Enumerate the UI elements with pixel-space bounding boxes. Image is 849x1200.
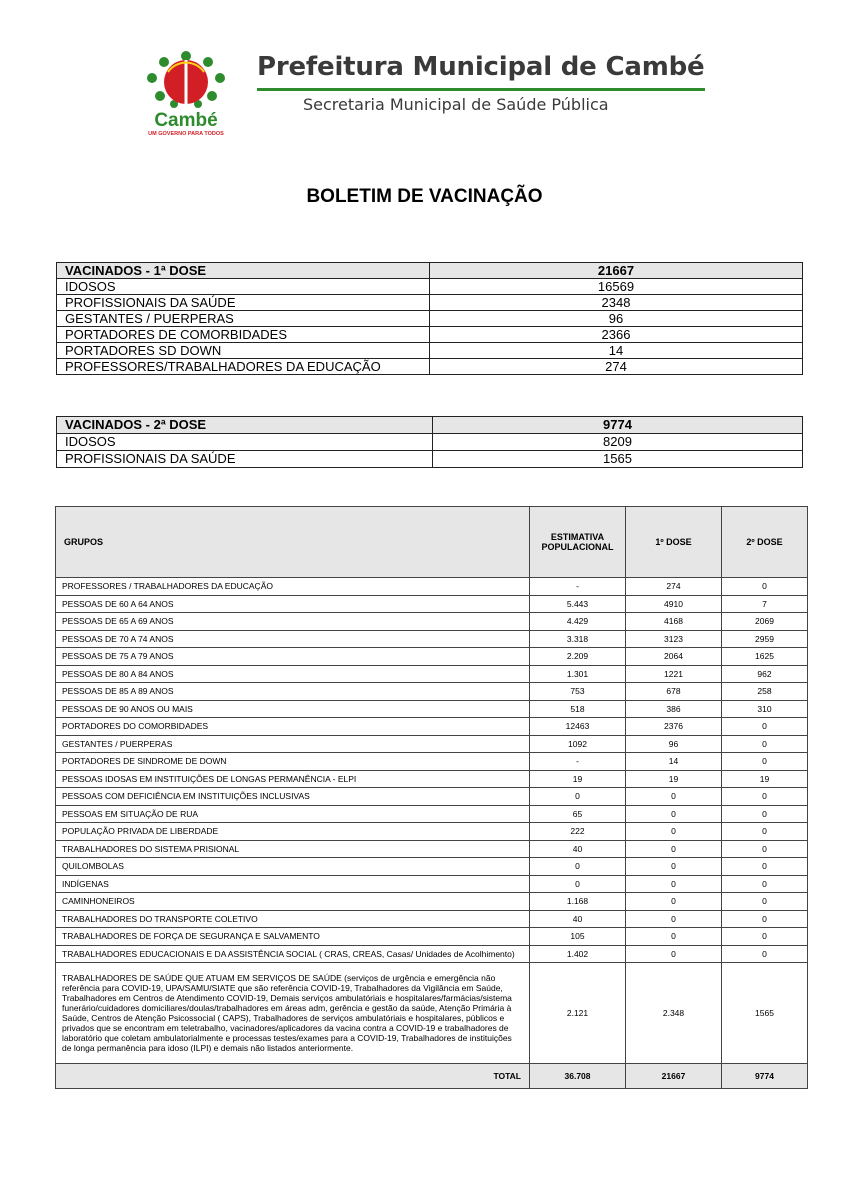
dose1-value: 19 xyxy=(626,770,722,788)
col-header-dose1: 1º DOSE xyxy=(626,507,722,578)
estimativa-value: 5.443 xyxy=(530,595,626,613)
table-row xyxy=(56,945,808,963)
table-row xyxy=(57,311,803,327)
dose1-value: 14 xyxy=(626,753,722,771)
group-name: PESSOAS DE 60 A 64 ANOS xyxy=(56,595,530,613)
logo-text: Cambé xyxy=(154,110,218,131)
group-name: POPULAÇÃO PRIVADA DE LIBERDADE xyxy=(56,823,530,841)
table-row xyxy=(57,434,803,451)
logo-tagline: UM GOVERNO PARA TODOS xyxy=(148,131,224,137)
groups-table xyxy=(55,506,808,1089)
dose2-value: 0 xyxy=(722,945,808,963)
estimativa-value: 2.121 xyxy=(530,963,626,1064)
dose2-value: 0 xyxy=(722,735,808,753)
row-value: 14 xyxy=(430,343,803,359)
group-name: PESSOAS DE 85 A 89 ANOS xyxy=(56,683,530,701)
table-row xyxy=(56,910,808,928)
dose2-value: 9774 xyxy=(722,1064,808,1089)
row-label: GESTANTES / PUERPERAS xyxy=(57,311,430,327)
group-name: TOTAL xyxy=(56,1064,530,1089)
estimativa-value: 2.209 xyxy=(530,648,626,666)
dose1-value: 2.348 xyxy=(626,963,722,1064)
dose2-value: 0 xyxy=(722,718,808,736)
table-row xyxy=(57,279,803,295)
dose2-label: VACINADOS - 2ª DOSE xyxy=(57,417,433,434)
dose2-value: 962 xyxy=(722,665,808,683)
table-row xyxy=(56,928,808,946)
group-name: PESSOAS DE 80 A 84 ANOS xyxy=(56,665,530,683)
row-value: 8209 xyxy=(433,434,803,451)
group-name: PESSOAS DE 65 A 69 ANOS xyxy=(56,613,530,631)
group-name: CAMINHONEIROS xyxy=(56,893,530,911)
group-name: TRABALHADORES DO TRANSPORTE COLETIVO xyxy=(56,910,530,928)
estimativa-value: 0 xyxy=(530,788,626,806)
row-value: 16569 xyxy=(430,279,803,295)
row-label: IDOSOS xyxy=(57,434,433,451)
dose1-value: 3123 xyxy=(626,630,722,648)
estimativa-value: 0 xyxy=(530,875,626,893)
dose1-value: 0 xyxy=(626,945,722,963)
table-row xyxy=(56,683,808,701)
dose2-value: 0 xyxy=(722,875,808,893)
table-row xyxy=(56,770,808,788)
table-row xyxy=(57,451,803,468)
dose1-value: 0 xyxy=(626,893,722,911)
col-header-dose2: 2º DOSE xyxy=(722,507,808,578)
estimativa-value: - xyxy=(530,578,626,596)
dose1-value: 0 xyxy=(626,788,722,806)
dose2-value: 0 xyxy=(722,753,808,771)
groups-table-body xyxy=(56,578,808,1089)
dose2-value: 1565 xyxy=(722,963,808,1064)
group-name: PESSOAS DE 90 ANOS OU MAIS xyxy=(56,700,530,718)
table-row xyxy=(56,613,808,631)
table-row xyxy=(56,735,808,753)
page-title: BOLETIM DE VACINAÇÃO xyxy=(306,186,543,207)
table-row xyxy=(56,753,808,771)
estimativa-value: 3.318 xyxy=(530,630,626,648)
dose1-value: 4910 xyxy=(626,595,722,613)
dose2-value: 2959 xyxy=(722,630,808,648)
dose2-value: 0 xyxy=(722,928,808,946)
dose2-value: 0 xyxy=(722,805,808,823)
group-name: TRABALHADORES DO SISTEMA PRISIONAL xyxy=(56,840,530,858)
dose1-value: 4168 xyxy=(626,613,722,631)
estimativa-value: 65 xyxy=(530,805,626,823)
group-name: QUILOMBOLAS xyxy=(56,858,530,876)
row-label: PROFISSIONAIS DA SAÚDE xyxy=(57,295,430,311)
dose1-value: 96 xyxy=(626,735,722,753)
row-label: PROFESSORES/TRABALHADORES DA EDUCAÇÃO xyxy=(57,359,430,375)
dose1-value: 274 xyxy=(626,578,722,596)
group-name: GESTANTES / PUERPERAS xyxy=(56,735,530,753)
dose1-value: 0 xyxy=(626,840,722,858)
group-name: TRABALHADORES DE SAÚDE QUE ATUAM EM SERVIÇOS DE SAÚDE (serviços de urgência e emergência não referência para COVID-19, UPA/SAMU/SIATE que são referência COVID-19, Trabalhadores da Vigilância em Saúde, Trabalhadores em Centros de Atendimento COVID-19, Demais serviços ambulatóriais e hospitalares/farmácias/sistema funerário/cuidadores domiciliares/doulas/trabalhadores em áreas adm, gerência e gestão da saúde, Atenção Primária à Saúde, Centros de Atenção Psicossocial ( CAPS), Trabalhadores de serviços ambulatóriais e hospitalares, públicos e privados que se encontram em teletrabalho, vacinadores/aplicadores da vacina contra a COVID-19 e trabalhadores de laboratório que coletam ambulatorialmente e processas testes/exames para a COVID-19, Trabalhadores de instituições de longa permanência para idoso (ILPI) e demais não listados anteriormente. xyxy=(56,963,530,1064)
dose2-value: 7 xyxy=(722,595,808,613)
table-row xyxy=(56,718,808,736)
table-row xyxy=(56,595,808,613)
estimativa-value: 36.708 xyxy=(530,1064,626,1089)
estimativa-value: 1.402 xyxy=(530,945,626,963)
group-name: PESSOAS EM SITUAÇÃO DE RUA xyxy=(56,805,530,823)
dose2-value: 0 xyxy=(722,578,808,596)
col-header-estimativa: ESTIMATIVA POPULACIONAL xyxy=(530,507,626,578)
dose1-value: 0 xyxy=(626,875,722,893)
group-name: PESSOAS IDOSAS EM INSTITUIÇÕES DE LONGAS PERMANÊNCIA - ELPI xyxy=(56,770,530,788)
dose1-value: 0 xyxy=(626,823,722,841)
dose1-value: 678 xyxy=(626,683,722,701)
dose1-total: 21667 xyxy=(430,263,803,279)
dose2-summary-table xyxy=(56,416,803,468)
dose2-value: 0 xyxy=(722,788,808,806)
table-row xyxy=(56,648,808,666)
dose2-header-row xyxy=(57,417,803,434)
group-name: PORTADORES DO COMORBIDADES xyxy=(56,718,530,736)
group-name: PESSOAS DE 75 A 79 ANOS xyxy=(56,648,530,666)
dose1-value: 0 xyxy=(626,858,722,876)
dose1-header-row xyxy=(57,263,803,279)
dose1-label: VACINADOS - 1ª DOSE xyxy=(57,263,430,279)
dose1-value: 1221 xyxy=(626,665,722,683)
col-header-grupos: GRUPOS xyxy=(56,507,530,578)
table-row xyxy=(56,805,808,823)
table-row xyxy=(56,578,808,596)
row-label: IDOSOS xyxy=(57,279,430,295)
table-row xyxy=(57,295,803,311)
table-row xyxy=(57,343,803,359)
estimativa-value: 518 xyxy=(530,700,626,718)
dose2-value: 0 xyxy=(722,910,808,928)
dose2-value: 1625 xyxy=(722,648,808,666)
row-value: 1565 xyxy=(433,451,803,468)
table-row xyxy=(56,788,808,806)
table-row xyxy=(56,840,808,858)
estimativa-value: 12463 xyxy=(530,718,626,736)
estimativa-value: 1092 xyxy=(530,735,626,753)
dose1-value: 21667 xyxy=(626,1064,722,1089)
row-label: PROFISSIONAIS DA SAÚDE xyxy=(57,451,433,468)
dose2-value: 0 xyxy=(722,893,808,911)
logo-emblem-icon xyxy=(138,50,234,112)
estimativa-value: 40 xyxy=(530,840,626,858)
dose2-value: 310 xyxy=(722,700,808,718)
estimativa-value: - xyxy=(530,753,626,771)
group-name: PROFESSORES / TRABALHADORES DA EDUCAÇÃO xyxy=(56,578,530,596)
estimativa-value: 105 xyxy=(530,928,626,946)
group-name: TRABALHADORES EDUCACIONAIS E DA ASSISTÊNCIA SOCIAL ( CRAS, CREAS, Casas/ Unidades de Acolhimento) xyxy=(56,945,530,963)
table-row xyxy=(56,875,808,893)
table-row xyxy=(56,893,808,911)
table-row xyxy=(57,359,803,375)
dose2-value: 0 xyxy=(722,823,808,841)
dose2-value: 0 xyxy=(722,858,808,876)
total-row xyxy=(56,1064,808,1089)
table-row xyxy=(56,630,808,648)
estimativa-value: 753 xyxy=(530,683,626,701)
dose1-summary-table xyxy=(56,262,803,375)
table-row xyxy=(56,963,808,1064)
estimativa-value: 4.429 xyxy=(530,613,626,631)
dose2-total: 9774 xyxy=(433,417,803,434)
dose2-value: 2069 xyxy=(722,613,808,631)
table-row xyxy=(56,665,808,683)
estimativa-value: 19 xyxy=(530,770,626,788)
dose1-value: 2064 xyxy=(626,648,722,666)
estimativa-value: 40 xyxy=(530,910,626,928)
row-label: PORTADORES DE COMORBIDADES xyxy=(57,327,430,343)
estimativa-value: 1.301 xyxy=(530,665,626,683)
dose1-value: 0 xyxy=(626,928,722,946)
group-name: PESSOAS DE 70 A 74 ANOS xyxy=(56,630,530,648)
table-row xyxy=(56,823,808,841)
row-label: PORTADORES SD DOWN xyxy=(57,343,430,359)
estimativa-value: 0 xyxy=(530,858,626,876)
group-name: PESSOAS COM DEFICIÊNCIA EM INSTITUIÇÕES INCLUSIVAS xyxy=(56,788,530,806)
table-row xyxy=(57,327,803,343)
dose1-value: 0 xyxy=(626,805,722,823)
groups-header-row xyxy=(56,507,808,578)
dose1-value: 386 xyxy=(626,700,722,718)
row-value: 96 xyxy=(430,311,803,327)
dose1-value: 2376 xyxy=(626,718,722,736)
org-subtitle: Secretaria Municipal de Saúde Pública xyxy=(303,95,609,114)
dose2-value: 0 xyxy=(722,840,808,858)
estimativa-value: 1.168 xyxy=(530,893,626,911)
table-row xyxy=(56,858,808,876)
group-name: PORTADORES DE SINDROME DE DOWN xyxy=(56,753,530,771)
row-value: 2366 xyxy=(430,327,803,343)
municipality-logo xyxy=(138,50,234,142)
group-name: TRABALHADORES DE FORÇA DE SEGURANÇA E SALVAMENTO xyxy=(56,928,530,946)
row-value: 274 xyxy=(430,359,803,375)
org-title: Prefeitura Municipal de Cambé xyxy=(257,52,705,82)
dose1-value: 0 xyxy=(626,910,722,928)
dose2-value: 19 xyxy=(722,770,808,788)
table-row xyxy=(56,700,808,718)
header-divider xyxy=(257,88,705,91)
estimativa-value: 222 xyxy=(530,823,626,841)
row-value: 2348 xyxy=(430,295,803,311)
dose2-value: 258 xyxy=(722,683,808,701)
group-name: INDÍGENAS xyxy=(56,875,530,893)
